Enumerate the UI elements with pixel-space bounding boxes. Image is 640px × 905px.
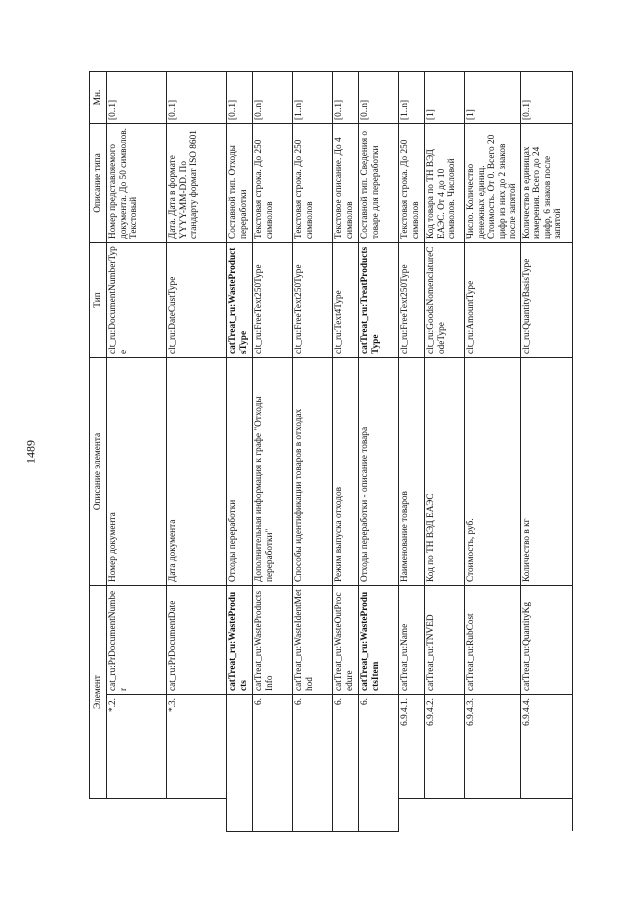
mult: [1..n] — [399, 72, 425, 124]
table-row — [520, 72, 572, 832]
type-name: clt_ru:FreeText250Type — [293, 243, 333, 358]
indent-cell — [425, 799, 465, 832]
type-desc: Количество в единицах измерения. Всего до 24 цифр, 6 знаков после запятой — [520, 124, 572, 243]
type-name: clt_ru:Text4Type — [333, 243, 359, 358]
element-desc: Режим выпуска отходов — [333, 358, 359, 586]
table-row — [227, 72, 253, 832]
row-number: 6.9.4.1. — [399, 695, 425, 799]
element-desc: Отходы переработки - описание товара — [359, 358, 399, 586]
type-name: clt_ru:AmountType — [465, 243, 521, 358]
row-number: *.2. — [107, 695, 167, 799]
element-desc: Способы идентификации товаров в отходах — [293, 358, 333, 586]
table-row — [107, 72, 167, 832]
type-name: clt_ru:DateCustType — [167, 243, 227, 358]
element-desc: Отходы переработки — [227, 358, 253, 586]
mult: [0..1] — [227, 72, 253, 124]
type-name: clt_ru:FreeText250Type — [253, 243, 293, 358]
header-row — [90, 72, 107, 832]
element-desc: Стоимость, руб. — [465, 358, 521, 586]
row-number: 6.9.4.4. — [520, 695, 572, 799]
header-mult: Мн. — [90, 72, 107, 124]
element-name: cat_ru:PrDocumentDate — [167, 586, 227, 695]
row-number: 6.9.4.3. — [465, 695, 521, 799]
element-desc: Количество в кг — [520, 358, 572, 586]
type-desc: Номер представляемого документа. До 50 символов. Текстовый — [107, 124, 167, 243]
table-row — [359, 72, 399, 832]
page-number: 1489 — [23, 440, 38, 464]
mult: [1] — [465, 72, 521, 124]
filler-row — [572, 72, 575, 832]
table-row — [167, 72, 227, 832]
table-row — [399, 72, 425, 832]
type-desc: Текстовая строка. До 250 символов — [399, 124, 425, 243]
element-desc: Дата документа — [167, 358, 227, 586]
element-desc: Код по ТН ВЭД ЕАЭС — [425, 358, 465, 586]
element-desc: Дополнительная информация к графе "Отходы переработки" — [253, 358, 293, 586]
indent-cell — [167, 799, 227, 832]
indent-cell — [399, 799, 425, 832]
mult: [0..1] — [107, 72, 167, 124]
type-desc: Текстовая строка. До 250 символов — [293, 124, 333, 243]
type-name: clt_ru:QuantityBasisType — [520, 243, 572, 358]
element-desc: Номер документа — [107, 358, 167, 586]
type-desc: Текстовое описание. До 4 символов — [333, 124, 359, 243]
indent-cell — [107, 799, 167, 832]
table-row — [333, 72, 359, 832]
header-blank — [90, 799, 107, 832]
element-name: catTreat_ru:WasteProducts — [227, 586, 253, 695]
element-name: catTreat_ru:RubCost — [465, 586, 521, 695]
header-element-desc: Описание элемента — [90, 358, 107, 586]
indent-cell — [465, 799, 521, 832]
table-row — [465, 72, 521, 832]
row-number — [227, 695, 253, 832]
type-desc: Число. Количество денежных единиц. Стоимость. От 0. Всего 20 цифр из них до 2 знаков после запятой — [465, 124, 521, 243]
mult: [1] — [425, 72, 465, 124]
table-row — [425, 72, 465, 832]
mult: [0..n] — [359, 72, 399, 124]
row-number: 6. — [253, 695, 293, 832]
type-name: clt_ru:FreeText250Type — [399, 243, 425, 358]
mult: [1..n] — [293, 72, 333, 124]
type-desc: Составной тип. Отходы переработки — [227, 124, 253, 243]
type-desc: Дата. Дата в формате YYYY-MM-DD. По стандарту формат ISO 8601 — [167, 124, 227, 243]
element-name: catTreat_ru:WasteProductsItem — [359, 586, 399, 695]
element-name: catTreat_ru:Name — [399, 586, 425, 695]
indent-cell — [520, 799, 572, 832]
element-name: catTreat_ru:TNVED — [425, 586, 465, 695]
element-name: catTreat_ru:WasteOutProcedure — [333, 586, 359, 695]
element-desc: Наименование товаров — [399, 358, 425, 586]
mult: [0..1] — [333, 72, 359, 124]
type-desc: Код товара по ТН ВЭД ЕАЭС. От 4 до 10 символов. Числовой — [425, 124, 465, 243]
row-number: 6. — [333, 695, 359, 832]
type-name: catTreat_ru:WasteProductsType — [227, 243, 253, 358]
header-type: Тип — [90, 243, 107, 358]
schema-table — [89, 71, 575, 832]
table-row — [253, 72, 293, 832]
row-number: *.3. — [167, 695, 227, 799]
row-number: 6. — [293, 695, 333, 832]
mult: [0..n] — [253, 72, 293, 124]
filler-cell — [572, 72, 575, 832]
mult: [0..1] — [520, 72, 572, 124]
type-desc: Составной тип. Сведения о товаре для переработки — [359, 124, 399, 243]
row-number: 6.9.4.2. — [425, 695, 465, 799]
element-name: catTreat_ru:WasteProductsInfo — [253, 586, 293, 695]
row-number: 6. — [359, 695, 399, 832]
type-name: clt_ru:GoodsNomenclatureCodeType — [425, 243, 465, 358]
header-element: Элемент — [90, 586, 107, 799]
mult: [0..1] — [167, 72, 227, 124]
table-row — [293, 72, 333, 832]
type-desc: Текстовая строка. До 250 символов — [253, 124, 293, 243]
type-name: catTreat_ru:TreatProductsType — [359, 243, 399, 358]
rotated-table-container — [89, 72, 563, 832]
element-name: catTreat_ru:QuantityKg — [520, 586, 572, 695]
element-name: catTreat_ru:WasteIdentMethod — [293, 586, 333, 695]
header-type-desc: Описание типа — [90, 124, 107, 243]
element-name: cat_ru:PrDocumentNumber — [107, 586, 167, 695]
type-name: clt_ru:DocumentNumberType — [107, 243, 167, 358]
